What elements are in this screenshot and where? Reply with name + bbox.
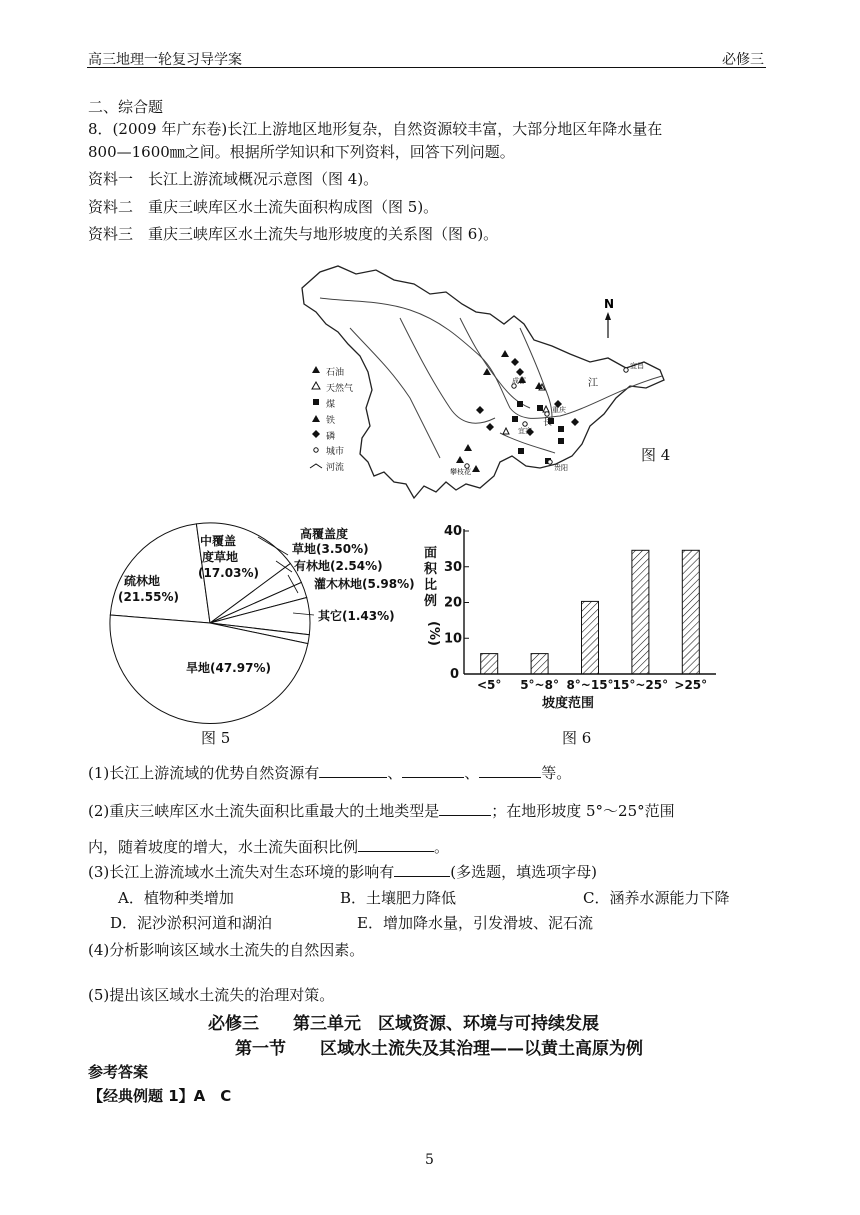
option-d: D．泥沙淤积河道和湖泊	[110, 914, 273, 932]
legend-gas: 天然气	[326, 384, 354, 394]
legend-phosphorus: 磷	[326, 432, 336, 442]
figure-5-label: 图 5	[201, 729, 231, 747]
material-1: 资料一 长江上游流域概况示意图（图 4)。	[88, 170, 379, 188]
place-chengdu: 成都	[512, 377, 526, 385]
pie-label-high-grass-2: 草地(3.50%)	[292, 542, 369, 556]
place-chang: 长	[543, 418, 553, 428]
pie-label-high-grass: 高覆盖度	[300, 527, 349, 541]
answer-blank[interactable]	[439, 801, 491, 816]
material-2: 资料二 重庆三峡库区水土流失面积构成图（图 5)。	[88, 198, 439, 216]
pie-label-medium-grass-2: 度草地	[202, 550, 239, 564]
section-heading: 二、综合题	[88, 98, 164, 116]
x-tick-label: 5°~8°	[520, 678, 559, 692]
legend-coal: 煤	[326, 400, 336, 410]
y-tick-label: 30	[444, 559, 463, 575]
x-tick-label: 15°~25°	[612, 678, 669, 692]
pie-chart	[88, 517, 428, 735]
legend-oil: 石油	[326, 368, 345, 378]
legend-city: 城市	[326, 447, 345, 457]
svg-text:例: 例	[424, 594, 438, 609]
header-right: 必修三	[722, 52, 764, 68]
pie-label-sparse-forest-2: (21.55%)	[118, 590, 179, 604]
answer-blank[interactable]	[394, 862, 450, 877]
answer-blank[interactable]	[402, 763, 464, 778]
question-4: (4)分析影响该区域水土流失的自然因素。	[88, 941, 365, 959]
page-number: 5	[425, 1152, 434, 1168]
pie-label-medium-grass: 中覆盖	[200, 534, 237, 548]
bar-2	[582, 601, 599, 674]
bar-3	[632, 550, 649, 674]
svg-text:(%): (%)	[426, 621, 441, 646]
yangtze-map	[290, 258, 700, 503]
question-1: (1)长江上游流域的优势自然资源有 、 、 等。	[88, 764, 572, 782]
answer-1: 【经典例题 1】A C	[88, 1087, 232, 1105]
answer-blank[interactable]	[479, 763, 541, 778]
svg-text:面: 面	[424, 546, 438, 561]
north-label: N	[604, 297, 615, 311]
header-left: 高三地理一轮复习导学案	[88, 52, 242, 68]
unit-title: 必修三 第三单元 区域资源、环境与可持续发展	[208, 1014, 599, 1034]
pie-label-shrub: 灌木林地(5.98%)	[314, 577, 415, 591]
option-a: A．植物种类增加	[118, 889, 234, 907]
question-3: (3)长江上游流域水土流失对生态环境的影响有 (多选题，填选项字母)	[88, 863, 597, 881]
y-tick-label: 20	[444, 595, 463, 611]
x-tick-label: 8°~15°	[566, 678, 614, 692]
option-e: E．增加降水量，引发滑坡、泥石流	[357, 914, 593, 932]
answer-blank[interactable]	[319, 763, 387, 778]
pie-label-medium-grass-3: (17.03%)	[198, 566, 259, 580]
y-tick-label: 40	[444, 524, 463, 539]
figure-4-label: 图 4	[641, 446, 671, 464]
svg-text:积: 积	[424, 562, 438, 577]
x-tick-label: >25°	[674, 678, 708, 692]
section-title: 第一节 区域水土流失及其治理——以黄土高原为例	[235, 1039, 643, 1059]
x-tick-label: <5°	[476, 678, 502, 692]
bar-4	[682, 550, 699, 674]
map-legend	[310, 366, 353, 473]
question-2-line1: (2)重庆三峡库区水土流失面积比重最大的土地类型是 ；在地形坡度 5°～25°范围	[88, 802, 675, 820]
material-3: 资料三 重庆三峡库区水土流失与地形坡度的关系图（图 6)。	[88, 225, 499, 243]
option-b: B．土壤肥力降低	[340, 889, 457, 907]
pie-label-sparse-forest: 疏林地	[124, 574, 161, 588]
place-jiang: 江	[588, 378, 598, 389]
answer-blank[interactable]	[358, 837, 434, 852]
header-rule	[87, 67, 766, 68]
question-8-line1: 8．(2009 年广东卷)长江上游地区地形复杂，自然资源较丰富，大部分地区年降水量在	[88, 120, 663, 138]
y-axis-label	[424, 545, 441, 646]
legend-iron: 铁	[326, 416, 336, 426]
figure-6-label: 图 6	[562, 729, 592, 747]
legend-river: 河流	[326, 463, 345, 473]
pie-label-other: 其它(1.43%)	[318, 609, 395, 623]
place-yibin: 宜宾	[518, 427, 532, 435]
bar-0	[481, 654, 498, 674]
question-2-line2: 内，随着坡度的增大，水土流失面积比例 。	[88, 838, 450, 856]
svg-text:比: 比	[424, 578, 438, 593]
bar-1	[531, 654, 548, 674]
place-guiyang: 贵阳	[554, 464, 568, 472]
north-arrow	[604, 297, 614, 338]
y-tick-label: 0	[450, 667, 460, 682]
answer-heading: 参考答案	[88, 1063, 149, 1081]
option-c: C．涵养水源能力下降	[583, 889, 730, 907]
pie-label-forest: 有林地(2.54%)	[294, 559, 383, 573]
x-axis-label: 坡度范围	[542, 696, 595, 711]
place-yichang: 宜昌	[630, 362, 644, 370]
pie-label-dryland: 旱地(47.97%)	[186, 661, 271, 675]
bar-chart	[414, 517, 730, 717]
place-panzhihua: 攀枝花	[450, 468, 471, 476]
question-5: (5)提出该区域水土流失的治理对策。	[88, 986, 335, 1004]
y-tick-label: 10	[444, 631, 463, 647]
question-8-line2: 800—1600㎜之间。根据所学知识和下列资料，回答下列问题。	[88, 143, 515, 161]
place-chongqing: 重庆	[552, 406, 566, 414]
